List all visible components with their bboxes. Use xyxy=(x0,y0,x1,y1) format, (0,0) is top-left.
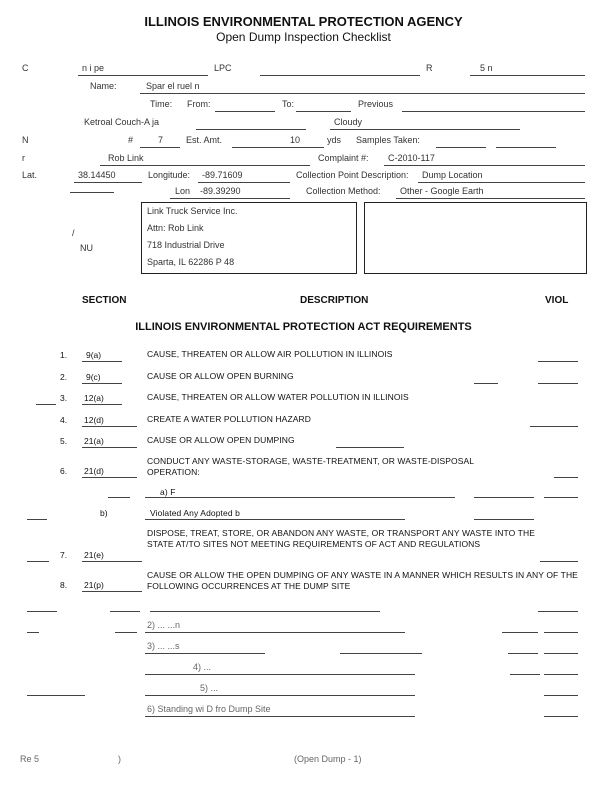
aux-line xyxy=(27,611,57,612)
item-description: DISPOSE, TREAT, STORE, OR ABANDON ANY WASTE, OR TRANSPORT ANY WASTE INTO THE STATE AT/TO SITES NOT MEETING REQUIREMENTS OF ACT AND REGULATIONS xyxy=(147,528,535,549)
name-label: Name: xyxy=(90,81,117,91)
longitude-label: Longitude: xyxy=(148,170,191,180)
item-description: CAUSE OR ALLOW OPEN DUMPING xyxy=(147,435,295,445)
item-section-line xyxy=(82,561,142,562)
subitem-line xyxy=(145,632,405,633)
item-number: 2. xyxy=(60,372,68,382)
time-from-line xyxy=(215,111,275,112)
subitem-line xyxy=(145,653,265,654)
complaint-line xyxy=(384,165,585,166)
item-section: 12(d) xyxy=(84,415,104,425)
item-number: 7. xyxy=(60,550,68,560)
county-value: n i pe xyxy=(82,63,105,73)
aux-line xyxy=(474,519,534,520)
aux-line xyxy=(27,561,49,562)
region-line xyxy=(470,75,585,76)
previous-label: Previous xyxy=(358,99,394,109)
subitem-description: 5) ... xyxy=(200,683,219,693)
latitude-line xyxy=(74,182,142,183)
aux-line xyxy=(115,632,137,633)
address-side-label-1: / xyxy=(72,228,75,238)
item-description: CAUSE OR ALLOW OPEN BURNING xyxy=(147,371,294,381)
longitude-line xyxy=(198,182,290,183)
name-value: Spar el ruel n xyxy=(146,81,200,91)
agency-title: ILLINOIS ENVIRONMENTAL PROTECTION AGENCY xyxy=(144,14,463,29)
subitem-description: 3) ... ...s xyxy=(147,641,180,651)
viol-line xyxy=(544,653,578,654)
subitem-line xyxy=(145,497,455,498)
aux-line xyxy=(36,404,56,405)
lpc-label: LPC xyxy=(214,63,232,73)
item-number: 5. xyxy=(60,436,68,446)
est-amt-units: yds xyxy=(327,135,342,145)
collection-point-value: Dump Location xyxy=(422,170,483,180)
contact-prefix: r xyxy=(22,153,25,163)
time-label: Time: xyxy=(150,99,173,109)
latitude-label: Lat. xyxy=(22,170,38,180)
item-number: 1. xyxy=(60,350,68,360)
waste-number-label: # xyxy=(128,135,134,145)
owner-address-box xyxy=(141,202,357,274)
aux-line xyxy=(336,447,404,448)
item-section-line xyxy=(82,361,122,362)
item-number: 8. xyxy=(60,580,68,590)
lpc-line xyxy=(260,75,420,76)
county-line xyxy=(78,75,208,76)
subitem-description: 6) Standing wi D fro Dump Site xyxy=(147,704,271,714)
act-heading: ILLINOIS ENVIRONMENTAL PROTECTION ACT REQUIREMENTS xyxy=(135,321,472,333)
item-number: 4. xyxy=(60,415,68,425)
collection-point-label: Collection Point Description: xyxy=(296,170,409,180)
item-section: b) xyxy=(100,508,108,518)
item-description: CAUSE, THREATEN OR ALLOW WATER POLLUTION IN ILLINOIS xyxy=(147,392,409,402)
footer-page: (Open Dump - 1) xyxy=(294,754,362,764)
latitude-value: 38.14450 xyxy=(78,170,116,180)
subitem-description: 4) ... xyxy=(193,662,212,672)
subitem-description: a) F xyxy=(160,487,176,497)
subitem-line xyxy=(145,695,415,696)
waste-n-label: N xyxy=(22,135,29,145)
secondary-address-box xyxy=(364,202,587,274)
samples-line-1 xyxy=(436,147,486,148)
est-amt-label: Est. Amt. xyxy=(186,135,223,145)
aux-line xyxy=(474,383,498,384)
aux-line xyxy=(502,632,538,633)
aux-line xyxy=(27,519,47,520)
item-section: 21(p) xyxy=(84,580,104,590)
item-description: CAUSE, THREATEN OR ALLOW AIR POLLUTION IN ILLINOIS xyxy=(147,349,393,359)
subitem-description: 2) ... ...n xyxy=(147,620,181,630)
footer-revision: Re 5 xyxy=(20,754,40,764)
samples-label: Samples Taken: xyxy=(356,135,420,145)
aux-line xyxy=(108,497,130,498)
subitem-description: Violated Any Adopted b xyxy=(150,508,240,518)
item-section: 21(d) xyxy=(84,466,104,476)
lon-value: -89.39290 xyxy=(200,186,241,196)
aux-line xyxy=(27,632,39,633)
address-side-label-2: NU xyxy=(80,243,93,253)
viol-line xyxy=(540,561,578,562)
footer-revision-tail: ) xyxy=(118,754,121,764)
item-section: 12(a) xyxy=(84,393,104,403)
viol-line xyxy=(554,477,578,478)
subitem-line xyxy=(145,716,415,717)
weather-value: Cloudy xyxy=(334,117,363,127)
aux-line xyxy=(110,611,140,612)
inspector-line xyxy=(196,129,306,130)
item-description: CONDUCT ANY WASTE-STORAGE, WASTE-TREATMENT, OR WASTE-DISPOSAL OPERATION: xyxy=(147,456,474,477)
contact-line xyxy=(100,165,310,166)
item-section-line xyxy=(82,383,122,384)
address-line-3: 718 Industrial Drive xyxy=(147,240,225,250)
form-title: Open Dump Inspection Checklist xyxy=(216,30,391,44)
aux-line xyxy=(27,695,85,696)
column-description: DESCRIPTION xyxy=(300,295,369,306)
viol-line xyxy=(544,716,578,717)
waste-number-value: 7 xyxy=(158,135,164,145)
aux-line xyxy=(474,497,534,498)
complaint-label: Complaint #: xyxy=(318,153,369,163)
collection-point-line xyxy=(418,182,585,183)
name-line xyxy=(140,93,585,94)
est-amt-line xyxy=(232,147,324,148)
lat-aux-line xyxy=(70,192,114,193)
item-section: 21(e) xyxy=(84,550,104,560)
est-amt-value: 10 xyxy=(290,135,301,145)
collection-method-line xyxy=(396,198,585,199)
address-line-1: Link Truck Service Inc. xyxy=(147,206,238,216)
aux-line xyxy=(508,653,538,654)
complaint-value: C-2010-117 xyxy=(388,153,435,163)
lon-label: Lon xyxy=(175,186,191,196)
collection-method-label: Collection Method: xyxy=(306,186,381,196)
item-section: 21(a) xyxy=(84,436,104,446)
inspector-label: Ketroal Couch-A ja xyxy=(84,117,160,127)
waste-number-line xyxy=(140,147,180,148)
time-from-label: From: xyxy=(187,99,211,109)
item-number: 3. xyxy=(60,393,68,403)
item-section-line xyxy=(82,404,122,405)
item-number: 6. xyxy=(60,466,68,476)
column-section: SECTION xyxy=(82,295,127,306)
item-description: CREATE A WATER POLLUTION HAZARD xyxy=(147,414,311,424)
item-description: CAUSE OR ALLOW THE OPEN DUMPING OF ANY WASTE IN A MANNER WHICH RESULTS IN ANY OF THE FOLLOWING OCCURRENCES AT THE DUMP SITE xyxy=(147,570,578,591)
longitude-value: -89.71609 xyxy=(202,170,243,180)
viol-line xyxy=(538,383,578,384)
item-section-line xyxy=(82,447,137,448)
lon-line xyxy=(170,198,290,199)
subitem-line xyxy=(150,611,380,612)
region-label: R xyxy=(426,63,433,73)
item-section-line xyxy=(82,591,142,592)
item-section: 9(c) xyxy=(86,372,101,382)
time-to-line xyxy=(296,111,351,112)
viol-line xyxy=(544,632,578,633)
subitem-line xyxy=(145,674,415,675)
item-section-line xyxy=(82,426,137,427)
item-section: 9(a) xyxy=(86,350,102,360)
previous-line xyxy=(402,111,585,112)
aux-line xyxy=(340,653,422,654)
weather-line xyxy=(330,129,520,130)
subitem-line xyxy=(145,519,405,520)
samples-line-2 xyxy=(496,147,556,148)
viol-line xyxy=(538,361,578,362)
viol-line xyxy=(544,497,578,498)
region-value: 5 n xyxy=(480,63,493,73)
address-line-4: Sparta, IL 62286 P 48 xyxy=(147,257,235,267)
column-viol: VIOL xyxy=(545,295,569,306)
collection-method-value: Other - Google Earth xyxy=(400,186,484,196)
item-section-line xyxy=(82,477,137,478)
contact-value: Rob Link xyxy=(108,153,144,163)
viol-line xyxy=(544,674,578,675)
county-label: C xyxy=(22,63,29,73)
viol-line xyxy=(544,695,578,696)
viol-line xyxy=(530,426,578,427)
address-line-2: Attn: Rob Link xyxy=(147,223,204,233)
aux-line xyxy=(510,674,540,675)
time-to-label: To: xyxy=(282,99,295,109)
viol-line xyxy=(538,611,578,612)
